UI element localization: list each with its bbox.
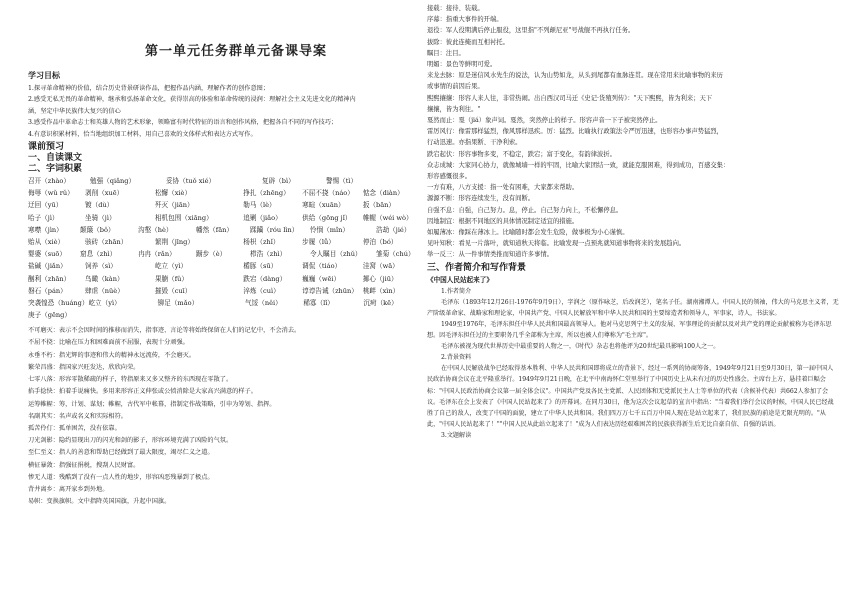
background-text: 在中国人民解放战争已经取得基本胜利、中华人民共和国即将成立的背景下，经过一系列的协商筹备，1949年9月21日至9月30日，第一届中国人民政治协商会议在北平隆重举行。1949年9月21日晚，在北平中南海怀仁堂里举行了中国历史上从未有过的历史性盛会。主席台上方，悬挂着巨幅会标："中国人民政治协商会议第一届全体会议"。中国共产党及各民主党派、人民团体和无党派民主人士等单位的代表（含候补代表）共662人参加了会议。毛泽东在会上发表了《中国人民站起来了》的开幕词。在同月30日，他为这次会议起草的宣言中指出："当着我们举行会议的时候，中国人民已经战胜了自己的敌人，改变了中国的面貌，建立了中华人民共和国。我们四万万七千五百万中国人现在是站立起来了，我们民族的前途是无限光明的。"从此，"中国人民站起来了！""中国人民从此站立起来了！"成为人们表达历经艰难困苦的民族获得新生后无比自豪自信、自强的话语。: [427, 365, 834, 428]
vocab-term: 鸟瞰（kàn）: [85, 274, 124, 283]
vocab-row: [28, 175, 418, 187]
vocab-row: [28, 260, 418, 272]
vocab-term: 婴婆（suō）: [28, 250, 66, 259]
objective-line: 涵，坚定中华民族伟大复兴的信心: [28, 107, 121, 115]
vocab-row: [28, 236, 418, 248]
vocab-term: 颠簸（bǒ）: [80, 225, 115, 234]
vocab-term: 果腩（fǔ）: [154, 274, 188, 283]
definition-line: 见叶知秋：看见一片落叶，就知道秋天将临。比喻发现一点预兆就知道事物将来的发展趋向。: [427, 240, 686, 248]
vocab-term: 召开（zhào）: [28, 177, 70, 186]
definition-line: 惨无人道：残酷到了没有一点人性的地步，形容凶恶残暴到了极点。: [28, 473, 214, 481]
vocab-term: 追剿（jiǎo）: [243, 213, 282, 222]
definition-line: 运筹帷幄：筹，计划、谋划；帷幄，古代军中帐幕，指制定作战策略，引申为筹划、指挥。: [28, 400, 276, 408]
vocab-term: 盐碱（jiǎn）: [28, 262, 67, 271]
vocab-term: 骇砖（zhān）: [85, 237, 128, 246]
vocab-term: 楯豚（sū）: [243, 262, 278, 271]
definition-line: 至仁至义：指人的善意和帮助已经做到了最大限度，竭尽仁义之道。: [28, 449, 214, 457]
vocab-term: 怜悯（mǐn）: [310, 225, 349, 234]
vocab-term: 供给（gōng jǐ）: [302, 213, 352, 222]
author-bio-1: 毛泽东（1893年12月26日-1976年9月9日），字润之（原作咏芝，后改润芝），笔名子任。湖南湘潭人。中国人民的领袖，伟大的马克思主义者，无产阶级革命家、战略家和理论家，中国共产党、中国人民解放军和中华人民共和国的主要缔造者和领导人，军事家，诗人，书法家。: [427, 298, 839, 317]
vocab-term: 沉疴（kē）: [363, 298, 398, 307]
definition-line: 雷厉风行：像雷那样猛烈，像风那样迅疾。厉：猛烈。比喻执行政策法令严厉迅速，也形容办事声势猛烈，: [427, 128, 723, 136]
definition-line: 一方有难，八方支援：指一处有困难，大家都来帮助。: [427, 184, 579, 192]
vocab-row: [28, 248, 418, 260]
vocab-table: [28, 175, 418, 321]
vocab-term: 惦念（diàn）: [362, 189, 404, 198]
definition-line: 来龙去脉：原是迷信风水先生的说法，认为山势如龙，从头到尾都有血脉连贯。现在常用来比喻事物的来历: [427, 72, 723, 80]
vocab-term: 妥协（tuǒ xié）: [166, 177, 216, 186]
preview-heading: 课前预习: [28, 142, 65, 153]
definition-line: 孤苦伶仃：孤单困苦，没有依靠。: [28, 424, 121, 432]
vocab-term: 警惕（tì）: [326, 177, 358, 186]
definition-line: 举一反三：从一件事情类推而知道许多事情。: [427, 251, 553, 259]
definition-line: 永垂不朽：指光辉的事迹和伟大的精神永远流传，不会磨灭。: [28, 351, 196, 359]
definition-line: 形容感慨很多。: [427, 173, 472, 181]
vocab-term: 相机包围（xiāng）: [154, 213, 213, 222]
vocab-term: 蹰步（è）: [196, 250, 227, 259]
vocab-term: 屹立（yì）: [154, 262, 188, 271]
page-title: 第一单元任务群单元备课导案: [145, 44, 328, 59]
vocab-term: 酗利（zhān）: [28, 274, 71, 283]
vocab-term: 摧毁（cuī）: [154, 286, 192, 295]
definition-line: 名副其实：名声或名义和实际相符。: [28, 412, 127, 420]
objective-line: 3.感受作品中革命志士和英雄人物的艺术形象，领略富有时代特征的语言和创作风格，把握各自不同的写作技巧；: [28, 119, 338, 127]
definition-line: 背井离乡：离开家乡到外地。: [28, 485, 109, 493]
definition-line: 攘攘，皆为利往。": [427, 105, 481, 113]
vocab-term: 调侃（tiáo）: [302, 262, 342, 271]
definition-line: 熙熙攘攘：形容人来人往，非常热闹。出自西汉司马迁《史记·货殖列传》："天下熙熙，皆为利来；天下: [427, 94, 713, 102]
vocab-row: [28, 224, 418, 236]
vocab-term: 跌宕（dàng）: [243, 274, 287, 283]
right-column: [427, 0, 839, 441]
definition-line: 行动迅速。亦指果断、干净利索。: [427, 139, 522, 147]
vocab-term: 剥削（xuē）: [85, 189, 124, 198]
vocab-term: 蹂躏（róu lìn）: [250, 225, 299, 234]
definitions-right: [427, 3, 839, 261]
vocab-term: 巍巍（wēi）: [302, 274, 341, 283]
vocab-term: 沟壑（hè）: [138, 225, 173, 234]
definition-line: 七零八落：形容零散稀疏的样子，特指原来又多又整齐的东西现在零散了。: [28, 376, 233, 384]
vocab-row: [28, 285, 418, 297]
definition-line: 自强不息：自强，自己努力。息，停止。自己努力向上，不松懈停息。: [427, 206, 623, 214]
definition-line: 瞩目：注目。: [427, 49, 465, 57]
vocab-row: [28, 273, 418, 285]
definition-line: 拔除：彼此连掩而互相衬托。: [427, 38, 509, 46]
definition-line: 源源不断：形容连续发生，没有间断。: [427, 195, 535, 203]
vocab-term: 迂回（yū）: [28, 201, 63, 210]
vocab-term: 肆虐（nüè）: [85, 286, 124, 295]
vocab-term: 哈子（jì）: [28, 213, 59, 222]
vocab-term: 扳（bān）: [362, 201, 395, 210]
vocab-term: 谆谆告诫（zhūn）: [302, 286, 358, 295]
vocab-term: 勒马（lè）: [243, 201, 276, 210]
objective-line: 1.探寻革命精神的价值，结合历史背景研读作品，把握作品内涵，理解作者的创作意图；: [28, 85, 270, 92]
definitions-left: [28, 325, 418, 508]
vocab-term: 屹立（yì）: [88, 298, 121, 307]
definition-line: 不屈不挠：比喻在压力和困难面前不屈服，表现十分顽强。: [28, 339, 189, 347]
definition-line: 因地制宜：根据不同地区的具体情况制定适宜的措施。: [427, 217, 579, 225]
definition-line: 不可磨灭：表示不会因时间的推移而消失，指事迹、言论等将始终保留在人们的记忆中，不会消去。: [28, 327, 301, 335]
vocab-row: [28, 297, 418, 309]
section3-heading: 三、作者简介和写作背景: [427, 262, 527, 273]
vocab-term: 侮辱（wǔ rǔ）: [28, 189, 74, 198]
vocab-term: 铆足（mǎo）: [157, 298, 199, 307]
vocab-term: 勉强（qiǎng）: [90, 177, 136, 186]
definition-line: 戛然而止：戛（jiá）象声词。戛然，突然停止的样子。形容声音一下子被突然停止。: [427, 117, 662, 125]
vocab-term: 镀（dù）: [85, 201, 114, 210]
objectives-heading: 学习目标: [28, 70, 60, 80]
definition-line: 繁荣昌盛：指国家兴旺发达，欣欣向荣。: [28, 363, 140, 371]
vocab-term: 饲养（sì）: [85, 262, 117, 271]
vocab-row: [28, 212, 418, 224]
vocab-term: 桃衅（xìn）: [362, 286, 400, 295]
author-bio-2: 1949至1976年，毛泽东担任中华人民共和国最高领导人。他对马克思列宁主义的发展、军事理论的贡献以及对共产党的理论贡献被称为毛泽东思想。因毛泽东担任过的主要职务几乎全部称为主席，所以也被人们尊称为"毛主席"。: [427, 320, 832, 340]
vocab-term: 突袭惶恐（huáng）: [28, 298, 89, 307]
definition-line: 接载：接待、装载。: [427, 5, 484, 12]
reading-heading: 一、自读课文: [28, 153, 83, 164]
vocab-term: 揶心（jiū）: [362, 274, 398, 283]
vocab-term: 气馁（něi）: [245, 298, 282, 307]
vocab-row: [28, 187, 418, 199]
vocab-term: 帷幄（wéi wò）: [362, 213, 413, 222]
definition-line: 刀光剑影：隐约显现出刀的闪光和剑的影子，形容环境充满了凶险的气氛。: [28, 437, 233, 445]
vocab-term: 令人瞩目（zhǔ）: [310, 250, 362, 259]
vocab-term: 坐骑（jì）: [85, 213, 116, 222]
vocab-term: 不屈不挠（náo）: [302, 189, 354, 198]
vocab-term: 贻从（xiè）: [28, 237, 65, 246]
objectives-list: [28, 83, 418, 140]
definition-line: 序幕：指重大事件的开端。: [427, 16, 503, 24]
vocab-term: 停泊（bó）: [362, 237, 398, 246]
vocab-term: 淬炼（cuì）: [243, 286, 280, 295]
subheading-title-interpretation: 3.文题解读: [441, 431, 472, 439]
vocab-term: 窟息（zhì）: [80, 250, 117, 259]
definition-line: 易帜：变换旗帜。文中指降英国国旗，升起中国旗。: [28, 498, 171, 506]
vocab-term: 栉浩（zhì）: [250, 250, 287, 259]
definition-line: 或事情的前因后果。: [427, 83, 484, 91]
vocab-term: 繁荆（jīng）: [154, 237, 194, 246]
vocab-term: 浩劫（jié）: [376, 225, 411, 234]
vocab-heading: 二、字词积累: [28, 164, 83, 175]
vocab-term: 稀寡（lǐ）: [303, 298, 334, 307]
vocab-term: 洼窝（wā）: [362, 262, 399, 271]
vocab-term: 庚子（gēng）: [28, 311, 71, 320]
definition-line: 横征暴敛：指强征捐税，搜刮人民财富。: [28, 461, 140, 469]
subheading-author: 1.作者简介: [441, 287, 472, 295]
left-column: [28, 0, 418, 508]
objective-line: 2.感受无私无畏的革命精神，继承和弘扬革命文化，获得崇高的体验和革命传统的浸润：理解社会主义先进文化的精神内: [28, 96, 356, 104]
definition-line: 退役：军人役期满后停止服役，这里指"不列颠尼亚"号战舰不再执行任务。: [427, 27, 635, 35]
subheading-background: 2.背景资料: [441, 354, 472, 362]
definition-line: 如履薄冰：像踩在薄冰上。比喻随时都会发生危险，做事极为小心谨慎。: [427, 229, 629, 237]
vocab-term: 冉冉（rǎn）: [138, 250, 176, 259]
vocab-term: 幡然（fān）: [196, 225, 233, 234]
vocab-row: [28, 199, 418, 211]
objective-line: 4.有意识积累材料，恰当地组织加工材料，用自己喜欢的文体样式和表达方式写作。: [28, 130, 257, 138]
definition-line: 掐手捻快：拍着手说痛快。多用来形容正义伸张或公愤消除是大家高兴满意的样子。: [28, 388, 257, 396]
definition-line: 明媚：景色等鲜明可爱。: [427, 61, 497, 69]
vocab-row: [28, 309, 418, 321]
definition-line: 跌宕起伏：形容事物多变，不稳定，跌宕；富于变化，有韵律波折。: [427, 150, 616, 158]
definition-line: 众志成城：大家同心协力，就像城墙一样的牢固，比喻大家团结一致，就能克服困难，得到成功，百感交集：: [427, 161, 730, 169]
vocab-term: 寒噤（jìn）: [28, 225, 63, 234]
vocab-term: 雏菊（chú）: [376, 250, 415, 259]
vocab-term: 挣扎（zhēng）: [243, 189, 290, 198]
vocab-term: 寒暄（xuān）: [302, 201, 345, 210]
vocab-term: 松懈（xiè）: [154, 189, 192, 198]
work-title: 《中国人民站起来了》: [427, 275, 493, 284]
vocab-term: 复辟（bì）: [262, 177, 295, 186]
author-bio-3: 毛泽东被视为现代世界历史中最重要的人物之一，《时代》杂志也将他评为20世纪最具影响100人之一。: [441, 343, 720, 351]
vocab-term: 磐石（pán）: [28, 286, 67, 295]
vocab-term: 杨枳（zhǐ）: [243, 237, 280, 246]
vocab-term: 歼灭（jiān）: [154, 201, 194, 210]
vocab-term: 步履（lǚ）: [302, 237, 335, 246]
